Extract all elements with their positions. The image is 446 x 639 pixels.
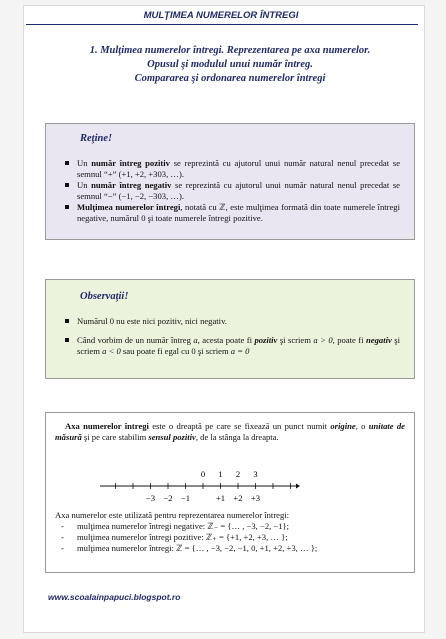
retine-list <box>62 158 400 224</box>
footer-url: www.scoalainpapuci.blogspot.ro <box>48 592 181 602</box>
axis-arrow <box>296 484 300 489</box>
lesson-title <box>40 44 420 86</box>
sets-list <box>55 521 405 554</box>
axa-usage-intro: Axa numerelor este utilizată pentru reprezentarea numerelor întregi: <box>55 510 290 520</box>
retine-heading: Reţine! <box>80 133 113 144</box>
set-integers: - mulţimea numerelor întregi: ℤ = {… , −3, −2, −1, 0, +1, +2, +3, … }; <box>55 543 405 554</box>
axis-top-label: 3 <box>253 469 258 479</box>
axa-usage <box>55 510 405 554</box>
set-negative: - mulţimea numerelor întregi negative: ℤ₋ = {… , −3, −2, −1}; <box>55 521 405 532</box>
lesson-title-line-2: Opusul şi modulul unui număr întreg. <box>147 59 313 70</box>
lesson-title-line-3: Compararea şi ordonarea numerelor întregi <box>134 73 326 84</box>
axa-definition: Axa numerelor întregi este o dreaptă pe care se fixează un punct numit origine, o unitate de măsură şi pe care stabilim sensul pozitiv, de la stânga la dreapta. <box>55 421 405 442</box>
number-axis <box>100 467 300 507</box>
header-divider <box>26 24 418 25</box>
axis-bottom-label: −2 <box>163 493 173 503</box>
observatii-list <box>62 316 400 357</box>
axis-bottom-label: −1 <box>180 493 191 503</box>
set-positive: - mulţimea numerelor întregi pozitive: ℤ₊ = {+1, +2, +3, … }; <box>55 532 405 543</box>
page-header: MULŢIMEA NUMERELOR ÎNTREGI <box>143 10 299 21</box>
retine-item-1: Un număr întreg pozitiv se reprezintă cu ajutorul unui număr natural nenul precedat se semnul “+” (+1, +2, +303, …). <box>62 158 400 180</box>
axis-bottom-label: +3 <box>250 493 261 503</box>
observatii-heading: Observaţii! <box>80 291 129 302</box>
axis-top-label: 0 <box>200 469 206 479</box>
axis-bottom-label: +1 <box>215 493 226 503</box>
retine-item-2: Un număr întreg negativ se reprezintă cu ajutorul unui număr natural nenul precedat se semnul “−” (−1, −2, −303, …). <box>62 180 400 202</box>
observatii-item-2: Când vorbim de un număr întreg a, acesta poate fi pozitiv şi scriem a > 0, poate fi negativ şi scriem a < 0 sau poate fi egal cu 0 şi scriem a = 0 <box>62 335 400 357</box>
axis-bottom-label: −3 <box>145 493 156 503</box>
lesson-title-line-1: 1. Mulţimea numerelor întregi. Reprezentarea pe axa numerelor. <box>89 45 371 56</box>
retine-item-3: Mulţimea numerelor întregi, notată cu ℤ, este mulţimea formată din toate numerele întregi negative, numărul 0 şi toate numerele întregi pozitive. <box>62 202 400 224</box>
observatii-item-1: Numărul 0 nu este nici pozitiv, nici negativ. <box>62 316 400 327</box>
axis-bottom-label: +2 <box>233 493 243 503</box>
axis-top-label: 1 <box>218 469 223 479</box>
axis-top-label: 2 <box>235 469 241 479</box>
